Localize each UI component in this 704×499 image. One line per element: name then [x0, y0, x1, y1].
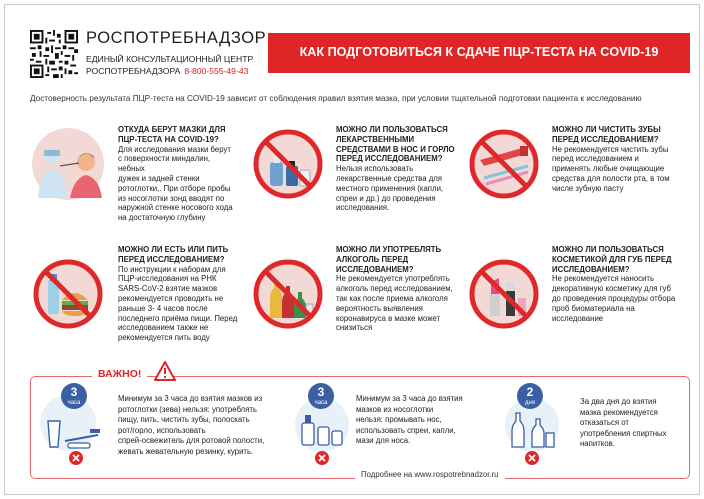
time-badge-2-days: [516, 382, 544, 410]
tip-alcohol: За два дня до взятия мазка рекомендуется отказаться от употребления спиртных напитков.: [580, 397, 667, 449]
no-alcohol-icon: [250, 256, 326, 332]
question-heading: МОЖНО ЛИ ПОЛЬЗОВАТЬСЯ ЛЕКАРСТВЕННЫМИ СРЕДСТВАМИ В НОС И ГОРЛО ПЕРЕД ИССЛЕДОВАНИЕМ?: [336, 125, 455, 164]
svg-text:2: 2: [526, 385, 534, 399]
question-toothbrush: [552, 125, 692, 194]
svg-text:3: 3: [317, 385, 325, 399]
qr-code-icon[interactable]: [30, 30, 78, 78]
hotline-phone[interactable]: 8-800-555-49-43: [184, 66, 249, 76]
question-heading: МОЖНО ЛИ ЧИСТИТЬ ЗУБЫ ПЕРЕД ИССЛЕДОВАНИЕМ?: [552, 125, 661, 144]
question-lip-cosmetics: [552, 245, 694, 323]
no-lipstick-icon: [466, 256, 542, 332]
org-subtitle-text: РОСПОТРЕБНАДЗОРА: [86, 66, 181, 76]
org-subtitle: ЕДИНЫЙ КОНСУЛЬТАЦИОННЫЙ ЦЕНТР: [86, 54, 254, 64]
no-food-icon: [30, 256, 106, 332]
footer-link[interactable]: Подробнее на www.rospotrebnadzor.ru: [355, 470, 505, 479]
no-medicine-icon: [250, 126, 326, 202]
org-subtitle-2: [86, 66, 248, 76]
question-alcohol: [336, 245, 466, 333]
time-badge-3-hours-nose: [307, 382, 335, 410]
tip-nose: Минимум за 3 часа до взятия мазков из носоглотки нельзя: промывать нос, использовать спреи, капли, мази для носа.: [356, 394, 463, 446]
question-body: Нельзя использовать лекарственные средства для местного применения (капли, спреи и др.) до проведения исследования.: [336, 164, 444, 213]
svg-text:3: 3: [70, 385, 78, 399]
no-toothbrush-icon: [466, 126, 542, 202]
question-heading: МОЖНО ЛИ УПОТРЕБЛЯТЬ АЛКОГОЛЬ ПЕРЕД ИССЛЕДОВАНИЕМ?: [336, 245, 442, 274]
warning-icon: [154, 361, 176, 381]
question-heading: МОЖНО ЛИ ПОЛЬЗОВАТЬСЯ КОСМЕТИКОЙ ДЛЯ ГУБ ПЕРЕД ИССЛЕДОВАНИЕМ?: [552, 245, 672, 274]
page-title: КАК ПОДГОТОВИТЬСЯ К СДАЧЕ ПЦР-ТЕСТА НА COVID-19: [299, 45, 659, 59]
question-heading: ОТКУДА БЕРУТ МАЗКИ ДЛЯ ПЦР-ТЕСТА НА COVID-19?: [118, 125, 226, 144]
important-label: ВАЖНО!: [92, 368, 147, 380]
intro-text: Достоверность результата ПЦР-теста на COVID-19 зависит от соблюдения правил взятия мазка, при условии тщательной подготовки пациента к исследованию: [30, 94, 642, 103]
question-body: Для исследования мазки берут с поверхности миндалин, небных дужек и задней стенки ротоглотки,. При отборе пробы из носоглотки зонд вводят по наружной стенке носового хода на достаточную глубину: [118, 144, 233, 223]
question-body: По инструкции к наборам для ПЦР-исследования на РНК SARS-CoV-2 взятие мазков рекомендуется проводить не раньше 3- 4 часов после последнего приёма пищи. Перед исследованием также не рекомендуется пить воду: [118, 264, 238, 343]
svg-text:дня: дня: [524, 400, 536, 406]
swab-test-icon: [30, 126, 106, 202]
question-medicine: [336, 125, 461, 213]
time-badge-3-hours: [60, 382, 88, 410]
svg-text:часа: часа: [67, 400, 81, 406]
tip-throat: Минимум за 3 часа до взятия мазков из ротоглотки (зева) нельзя: употреблять пищу, пить, чистить зубы, полоскать рот/горло, использовать спрей-освежитель для ротовой полости, жевать жевательную резинку, курить.: [118, 394, 265, 456]
svg-text:часа: часа: [314, 400, 328, 406]
org-name: РОСПОТРЕБНАДЗОР: [86, 29, 267, 47]
question-heading: МОЖНО ЛИ ЕСТЬ ИЛИ ПИТЬ ПЕРЕД ИССЛЕДОВАНИЕМ?: [118, 245, 229, 264]
question-body: Не рекомендуется наносить декоративную косметику для губ до проведения процедуры отбора проб биоматериала на исследование: [552, 274, 676, 323]
title-banner: [268, 33, 690, 73]
question-body: Не рекомендуется употреблять алкоголь перед исследованием, так как после приема алкоголя вероятность выявления коронавируса в мазке может снизиться: [336, 274, 453, 333]
question-swab-location: [118, 125, 238, 223]
question-body: Не рекомендуется чистить зубы перед исследованием и применять любые очищающие средства для полости рта, в том числе зубную пасту: [552, 144, 670, 193]
question-eat-drink: [118, 245, 243, 343]
